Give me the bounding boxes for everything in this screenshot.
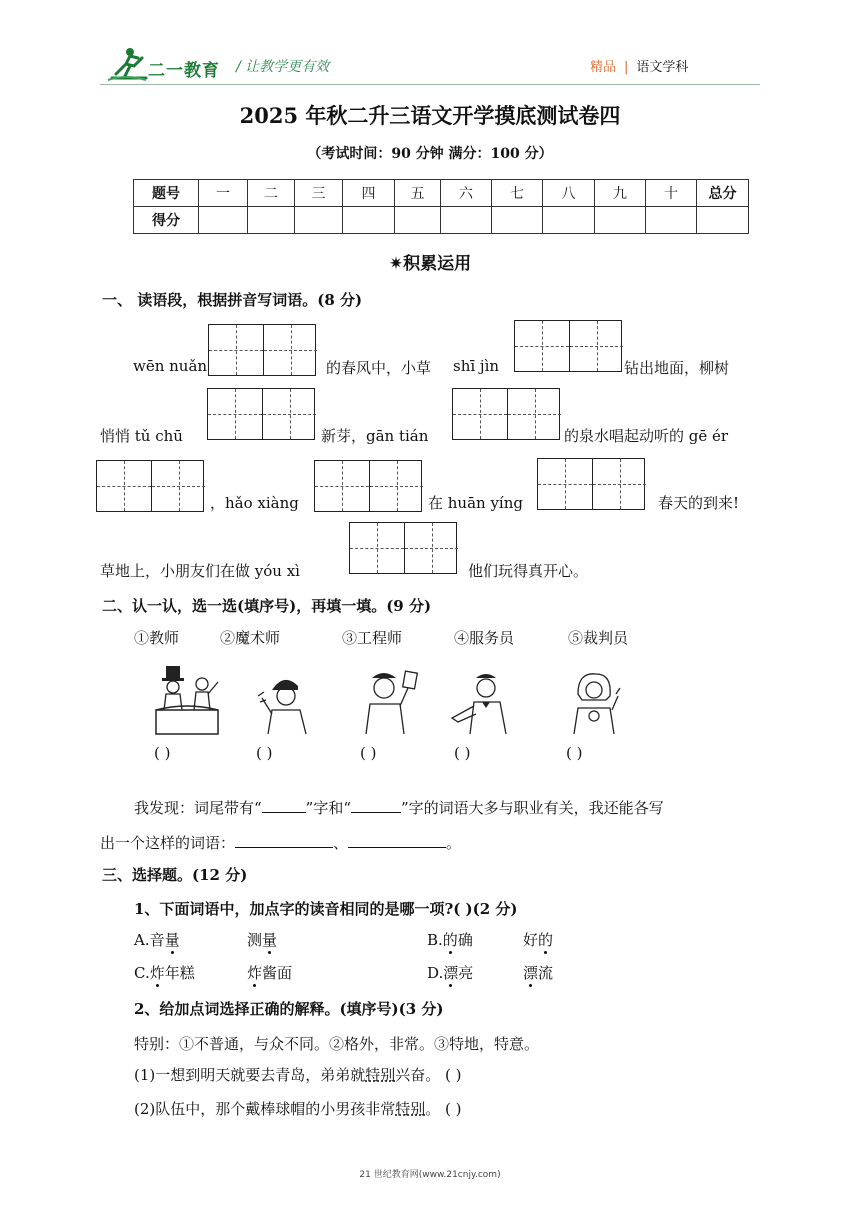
passage-text: 出一个这样的词语：	[100, 834, 236, 852]
passage-text: 春天的到来!	[658, 494, 740, 512]
answer-paren[interactable]: ( )	[454, 744, 471, 762]
passage-text: 。	[446, 834, 462, 852]
question-2-title: 二、认一认，选一选(填序号)，再填一填。(9 分)	[102, 597, 432, 615]
answer-grid[interactable]	[514, 320, 622, 372]
answer-grid[interactable]	[207, 388, 315, 440]
score-table-row	[134, 207, 749, 234]
question-1-title: 一、 读语段，根据拼音写词语。(8 分)	[102, 291, 363, 309]
table-cell: 一	[199, 180, 248, 207]
option-c-word2: 炸酱面	[247, 964, 293, 982]
passage-text: ”字的词语大多与职业有关，我还能各写	[401, 799, 664, 817]
footer-source: 21 世纪教育网(www.21cnjy.com)	[359, 1170, 501, 1180]
score-cell[interactable]	[492, 207, 543, 234]
option-b-word2: 好的	[523, 931, 554, 949]
table-cell: 二	[248, 180, 295, 207]
score-table-header-row	[134, 180, 749, 207]
score-table	[133, 179, 749, 234]
header-tags	[590, 56, 688, 75]
answer-grid[interactable]	[314, 460, 422, 512]
table-cell: 八	[543, 180, 595, 207]
passage-text: 的春风中，小草	[326, 359, 432, 377]
answer-grid[interactable]	[96, 460, 204, 512]
table-cell: 三	[295, 180, 343, 207]
pinyin-text: 的泉水唱起动听的 gē ér	[564, 427, 729, 445]
passage-text: 、	[333, 834, 349, 852]
pinyin-text: ，hǎo xiàng	[210, 494, 299, 512]
answer-grid[interactable]	[452, 388, 560, 440]
pinyin-text: wēn nuǎn	[133, 357, 208, 375]
score-cell[interactable]	[248, 207, 295, 234]
page-title: 2025 年秋二升三语文开学摸底测试卷四	[239, 103, 621, 128]
fill-blank[interactable]	[351, 798, 401, 813]
score-cell[interactable]	[295, 207, 343, 234]
answer-paren[interactable]: ( )	[566, 744, 583, 762]
section-heading: ✷积累运用	[388, 254, 472, 274]
answer-grid[interactable]	[537, 458, 645, 510]
passage-text: 我发现：词尾带有“	[134, 799, 262, 817]
pinyin-text: 在 huān yíng	[428, 494, 523, 512]
tag-subject: 语文学科	[636, 60, 689, 75]
table-cell: 得分	[134, 207, 199, 234]
pinyin-text: 草地上，小朋友们在做 yóu xì	[100, 562, 300, 580]
tag-separator: |	[624, 60, 629, 75]
table-cell: 七	[492, 180, 543, 207]
definition-text: 特别：①不普通，与众不同。②格外，非常。③特地，特意。	[134, 1035, 540, 1053]
engineer-illustration	[254, 668, 312, 736]
option-b[interactable]: B.的确	[427, 931, 473, 949]
pinyin-text: 悄悄 tǔ chū	[100, 427, 183, 445]
score-cell[interactable]	[343, 207, 395, 234]
option-d-word2: 漂流	[523, 964, 554, 982]
option-referee: ⑤裁判员	[568, 629, 629, 647]
table-cell: 九	[595, 180, 646, 207]
option-a-word2: 测量	[247, 931, 278, 949]
sub-question-2: 2、给加点词选择正确的解释。(填序号)(3 分)	[134, 1000, 444, 1018]
passage-text: 钻出地面，柳树	[624, 359, 730, 377]
option-c[interactable]: C.炸年糕	[134, 964, 195, 982]
waiter-illustration	[446, 668, 520, 736]
fill-blank[interactable]	[348, 833, 446, 848]
score-cell[interactable]	[441, 207, 492, 234]
answer-paren[interactable]: ( )	[360, 744, 377, 762]
answer-grid[interactable]	[208, 324, 316, 376]
fill-blank[interactable]	[262, 798, 306, 813]
passage-text: 他们玩得真开心。	[468, 562, 589, 580]
option-engineer: ③工程师	[342, 629, 403, 647]
discovery-line-2	[100, 832, 461, 853]
option-magician: ②魔术师	[220, 629, 281, 647]
answer-grid[interactable]	[349, 522, 457, 574]
item-2[interactable]: (2)队伍中，那个戴棒球帽的小男孩非常特别。 ( )	[134, 1100, 462, 1118]
table-cell: 四	[343, 180, 395, 207]
magician-illustration	[152, 662, 226, 736]
sub-question-1: 1、下面词语中，加点字的读音相同的是哪一项?( )(2 分)	[134, 900, 518, 918]
fill-blank[interactable]	[235, 833, 333, 848]
question-3-title: 三、选择题。(12 分)	[102, 866, 248, 884]
score-cell[interactable]	[646, 207, 697, 234]
score-cell[interactable]	[543, 207, 595, 234]
answer-paren[interactable]: ( )	[154, 744, 171, 762]
pinyin-text: shī jìn	[453, 357, 500, 375]
tag-premium: 精品	[590, 60, 617, 75]
table-cell: 六	[441, 180, 492, 207]
table-cell: 总分	[697, 180, 749, 207]
header-divider	[100, 84, 760, 85]
item-1[interactable]: (1)一想到明天就要去青岛，弟弟就特别兴奋。 ( )	[134, 1066, 462, 1084]
score-cell[interactable]	[199, 207, 248, 234]
table-cell: 十	[646, 180, 697, 207]
passage-text: ”字和“	[305, 799, 352, 817]
score-cell[interactable]	[395, 207, 441, 234]
option-d[interactable]: D.漂亮	[427, 964, 474, 982]
option-a[interactable]: A.音量	[134, 931, 180, 949]
table-cell: 五	[395, 180, 441, 207]
table-cell: 题号	[134, 180, 199, 207]
slogan: / 让教学更有效	[236, 59, 330, 75]
score-cell[interactable]	[697, 207, 749, 234]
discovery-line	[134, 797, 664, 818]
score-cell[interactable]	[595, 207, 646, 234]
answer-paren[interactable]: ( )	[256, 744, 273, 762]
logo-text: 二一教育	[148, 61, 220, 81]
option-waiter: ④服务员	[454, 629, 515, 647]
option-teacher: ①教师	[134, 629, 180, 647]
referee-illustration	[566, 670, 628, 736]
teacher-illustration	[362, 666, 422, 736]
exam-info: （考试时间：90 分钟 满分：100 分）	[307, 146, 553, 162]
pinyin-text: 新芽，gān tián	[321, 427, 429, 445]
